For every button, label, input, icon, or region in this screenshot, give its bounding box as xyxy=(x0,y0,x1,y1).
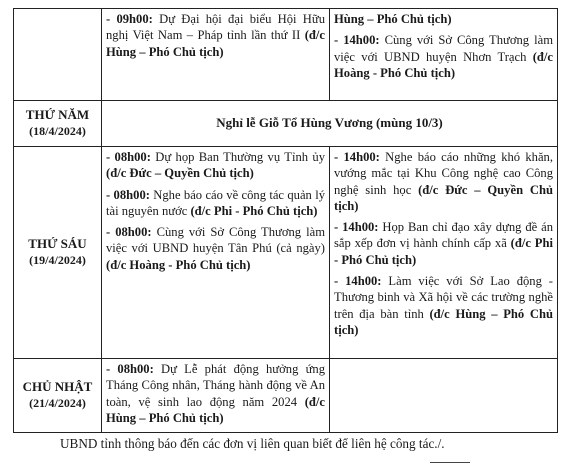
schedule-row xyxy=(14,101,558,147)
afternoon-cell xyxy=(330,9,558,101)
item-time: - 08h00: xyxy=(106,187,150,202)
schedule-row xyxy=(14,9,558,101)
schedule-row xyxy=(14,359,558,433)
item-time: - 08h00: xyxy=(106,362,154,376)
day-cell xyxy=(14,101,102,147)
holiday-cell: Nghỉ lễ Giỗ Tổ Hùng Vương (mùng 10/3) xyxy=(102,101,558,147)
schedule-item xyxy=(106,149,325,182)
morning-cell xyxy=(102,9,330,101)
item-text: Nghe báo cáo về công tác quản lý tài nguyên nước xyxy=(106,187,325,218)
item-time: - 14h00: xyxy=(334,274,382,289)
schedule-item xyxy=(334,149,553,214)
day-date: (21/4/2024) xyxy=(29,396,86,410)
schedule-item xyxy=(334,273,553,338)
item-time: - 08h00: xyxy=(106,225,152,240)
item-person: (đ/c Hùng – Phó Chủ tịch) xyxy=(334,306,553,337)
item-person: (đ/c Hoàng - Phó Chủ tịch) xyxy=(334,49,553,80)
item-person: (đ/c Đức – Quyền Chủ tịch) xyxy=(106,166,254,181)
day-name: CHỦ NHẬT xyxy=(22,378,93,394)
item-text: Làm việc với Sở Lao động - Thương binh và Xã hội về các trường nghề trên địa bàn tỉnh xyxy=(334,274,553,321)
day-name: THỨ SÁU xyxy=(28,235,87,251)
continued-text: Hùng – Phó Chủ tịch) xyxy=(334,12,452,26)
schedule-row xyxy=(14,147,558,359)
schedule-item xyxy=(334,32,553,81)
item-person: (đ/c Hùng – Phó Chủ tịch) xyxy=(106,394,325,425)
schedule-item xyxy=(106,11,325,60)
item-time: - 14h00: xyxy=(334,220,379,235)
item-text: Cùng với Sở Công Thương làm việc với UBND huyện Tân Phú (cả ngày) xyxy=(106,225,325,256)
item-time: - 14h00: xyxy=(334,150,380,164)
item-time: - 08h00: xyxy=(106,150,151,164)
morning-cell xyxy=(102,359,330,433)
schedule-item xyxy=(106,224,325,273)
item-text: Dự họp Ban Thường vụ Tỉnh ủy xyxy=(150,150,325,164)
schedule-item xyxy=(106,187,325,220)
item-text: Nghe báo cáo những khó khăn, vướng mắc tại Khu Công nghệ cao Công nghệ sinh học xyxy=(334,150,553,197)
item-person: (đ/c Phi - Phó Chủ tịch) xyxy=(334,236,553,267)
day-date: (19/4/2024) xyxy=(29,253,86,267)
footer-note: UBND tỉnh thông báo đến các đơn vị liên quan biết để liên hệ công tác./. xyxy=(60,436,445,451)
schedule-item xyxy=(106,361,325,426)
schedule-table xyxy=(13,8,558,433)
day-name: THỨ NĂM xyxy=(25,106,90,122)
item-text: Cùng với Sở Công Thương làm việc với UBND huyện Nhơn Trạch xyxy=(334,33,553,64)
item-person: (đ/c Phi - Phó Chủ tịch) xyxy=(190,203,318,218)
day-date: (18/4/2024) xyxy=(29,124,86,138)
afternoon-cell xyxy=(330,359,558,433)
item-text: Dự Lễ phát động hưởng ứng Tháng Công nhân, Tháng hành động về An toàn, vệ sinh lao động năm 2024 xyxy=(106,362,326,409)
item-time: - 14h00: xyxy=(334,33,380,48)
item-person: (đ/c Đức – Quyền Chủ tịch) xyxy=(334,182,553,213)
day-cell xyxy=(14,147,102,359)
day-cell xyxy=(14,359,102,433)
morning-cell xyxy=(102,147,330,359)
item-text: Dự Đại hội đại biểu Hội Hữu nghị Việt Nam – Pháp tỉnh lần thứ II xyxy=(106,12,325,43)
signature-fragment xyxy=(430,462,470,466)
day-cell xyxy=(14,9,102,101)
afternoon-cell xyxy=(330,147,558,359)
item-person: (đ/c Hoàng - Phó Chủ tịch) xyxy=(106,257,251,272)
schedule-item xyxy=(334,219,553,268)
item-text: Họp Ban chỉ đạo xây dựng đề án sắp xếp đơn vị hành chính cấp xã xyxy=(334,220,554,251)
item-person: (đ/c Hùng – Phó Chủ tịch) xyxy=(106,28,325,59)
item-time: - 09h00: xyxy=(106,12,153,26)
